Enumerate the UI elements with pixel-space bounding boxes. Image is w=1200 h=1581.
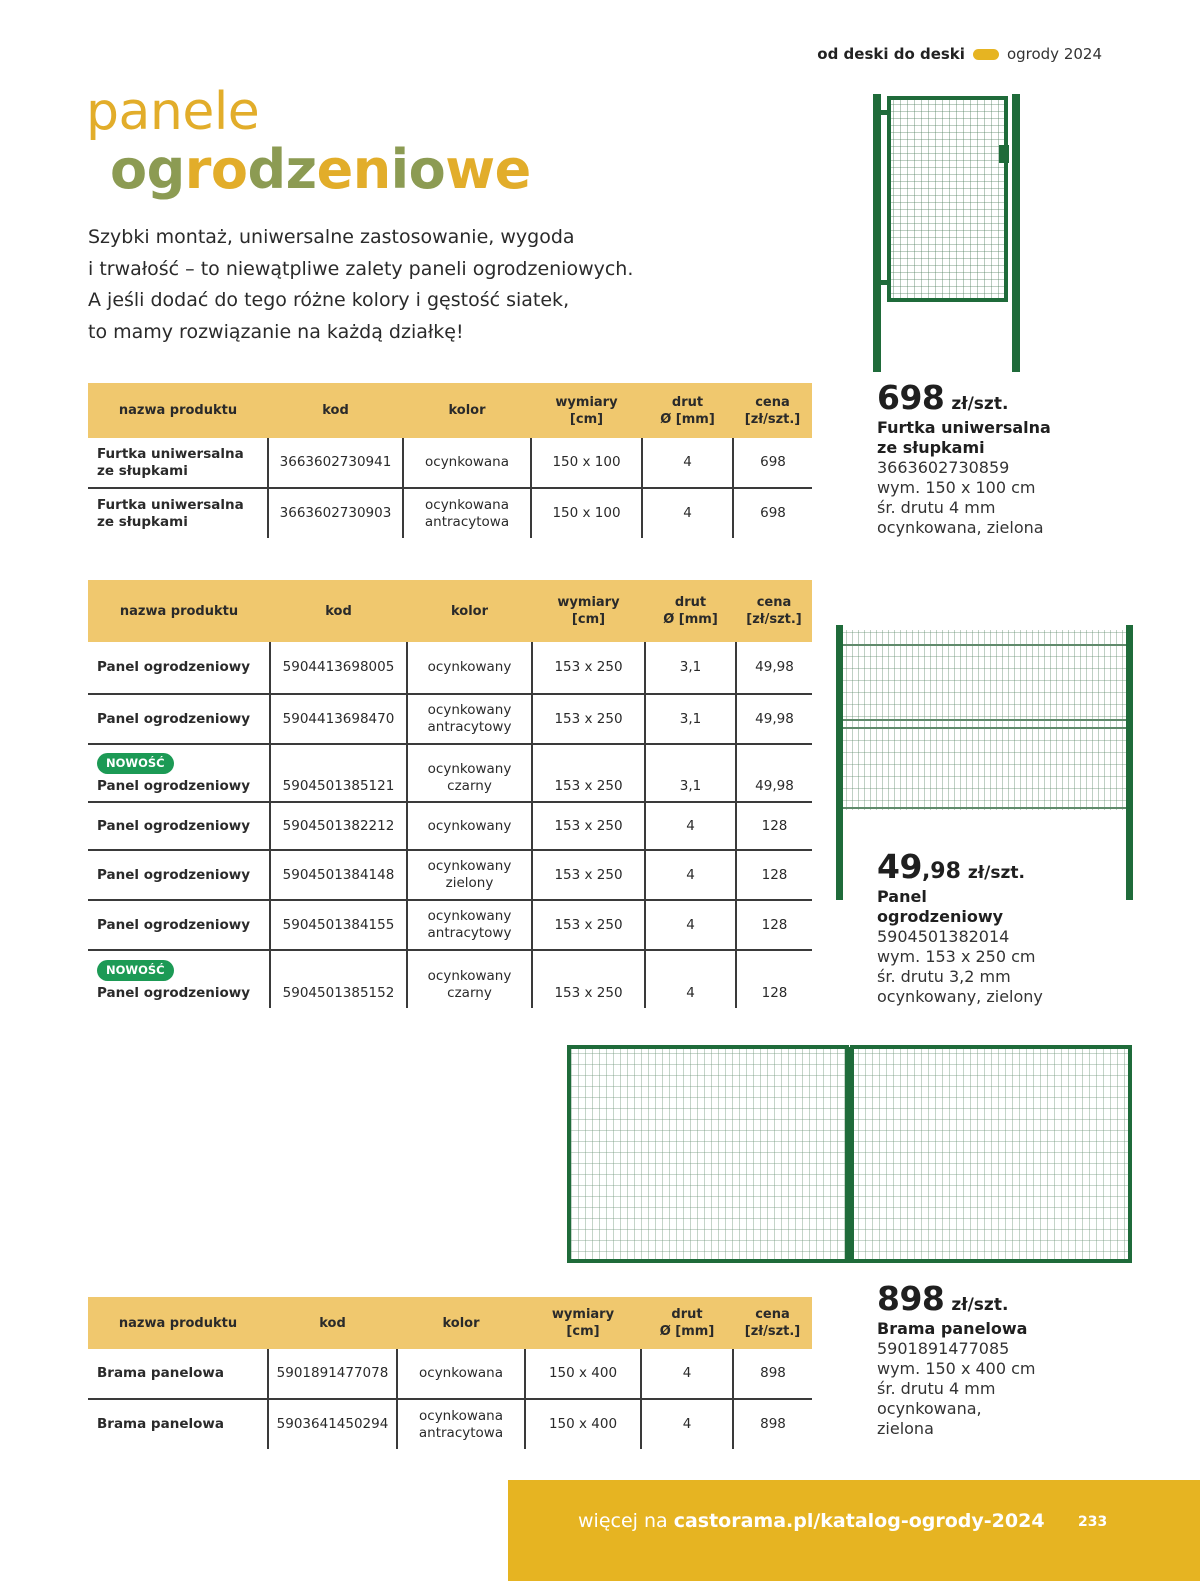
cell-dims: 153 x 250 [532, 642, 645, 694]
footer-bar [508, 1480, 1200, 1581]
header-price: cena [zł/szt.] [733, 1297, 812, 1349]
cell-name: Brama panelowa [97, 1416, 224, 1432]
cell-price: 698 [733, 438, 812, 488]
title-part: we [445, 138, 531, 201]
cell-dims: 153 x 250 [532, 694, 645, 744]
brand-label: od deski do deski [817, 45, 965, 63]
product-name: ogrodzeniowy [877, 907, 1004, 926]
header-color: kolor [407, 580, 532, 642]
header-dims: wymiary [cm] [531, 383, 642, 438]
cell-dims: 153 x 250 [532, 850, 645, 900]
price-unit: zł/szt. [951, 394, 1009, 414]
cell-price: 698 [733, 488, 812, 538]
product-detail: śr. drutu 4 mm [877, 498, 996, 517]
title-part: io [390, 138, 446, 201]
cell-code: 5903641450294 [268, 1399, 397, 1449]
table-row [88, 694, 812, 744]
cell-dims: 150 x 100 [531, 488, 642, 538]
header-name: nazwa produktu [88, 383, 268, 438]
table-row [88, 850, 812, 900]
price-unit: zł/szt. [967, 863, 1025, 883]
cell-name: NOWOŚĆ Panel ogrodzeniowy [88, 950, 270, 1008]
cell-wire: 4 [645, 900, 736, 950]
cell-code: 3663602730941 [268, 438, 403, 488]
season-label: ogrody 2024 [1006, 45, 1102, 63]
cell-code: 5904413698005 [270, 642, 407, 694]
page-header [817, 45, 1102, 63]
cell-code: 5904501384155 [270, 900, 407, 950]
price-tag [877, 847, 1043, 886]
cell-wire: 4 [645, 850, 736, 900]
cell-name: Brama panelowa [88, 1349, 268, 1399]
cell-wire: 4 [642, 488, 733, 538]
pill-icon [973, 49, 999, 60]
product-detail: śr. drutu 3,2 mm [877, 967, 1011, 986]
cell-wire: 4 [641, 1399, 733, 1449]
header-price: cena [zł/szt.] [736, 580, 812, 642]
cell-code: 5904501384148 [270, 850, 407, 900]
double-gate-image [557, 1042, 1142, 1268]
new-badge: NOWOŚĆ [97, 960, 174, 981]
cell-dims: 150 x 400 [525, 1349, 641, 1399]
product-name: ze słupkami [877, 438, 985, 457]
cell-color: ocynkowany antracytowy [407, 900, 532, 950]
price-integer: 698 [877, 378, 945, 417]
header-dims: wymiary [cm] [532, 580, 645, 642]
table-row [88, 900, 812, 950]
product-detail: ocynkowany, zielony [877, 987, 1043, 1006]
footer-more [578, 1510, 1045, 1532]
cell-color: ocynkowana antracytowa [397, 1399, 525, 1449]
cell-code: 5901891477078 [268, 1349, 397, 1399]
table-brama [88, 1297, 812, 1449]
intro-paragraph [88, 222, 648, 348]
cell-name: Panel ogrodzeniowy [88, 802, 270, 850]
price-integer: 898 [877, 1279, 945, 1318]
cell-price: 898 [733, 1349, 812, 1399]
product-detail: ocynkowana, [877, 1399, 982, 1418]
header-color: kolor [397, 1297, 525, 1349]
intro-line: Szybki montaż, uniwersalne zastosowanie, wygoda [88, 226, 575, 248]
catalog-link[interactable]: castorama.pl/katalog-ogrody-2024 [673, 1510, 1045, 1532]
cell-price: 128 [736, 950, 812, 1008]
cell-name: Panel ogrodzeniowy [88, 694, 270, 744]
page-number: 233 [1078, 1514, 1108, 1530]
product-code: 3663602730859 [877, 458, 1010, 477]
cell-price: 128 [736, 802, 812, 850]
cell-dims: 153 x 250 [532, 802, 645, 850]
table-header-row [88, 580, 812, 642]
cell-dims: 153 x 250 [532, 900, 645, 950]
cell-wire: 3,1 [645, 744, 736, 802]
cell-name: Furtka uniwersalna ze słupkami [97, 496, 244, 530]
table-row [88, 744, 812, 802]
header-dims: wymiary [cm] [525, 1297, 641, 1349]
header-name: nazwa produktu [88, 580, 270, 642]
cell-name: Panel ogrodzeniowy [88, 900, 270, 950]
cell-name: Panel ogrodzeniowy [88, 850, 270, 900]
product-name: Furtka uniwersalna [877, 418, 1051, 437]
table-panels [88, 580, 812, 1008]
cell-color: ocynkowany czarny [407, 744, 532, 802]
header-code: kod [268, 383, 403, 438]
cell-color: ocynkowana [397, 1349, 525, 1399]
cell-code: 5904501382212 [270, 802, 407, 850]
cell-wire: 4 [645, 950, 736, 1008]
new-badge: NOWOŚĆ [97, 753, 174, 774]
table-gates [88, 383, 812, 538]
table-row [88, 802, 812, 850]
product-code: 5904501382014 [877, 927, 1010, 946]
cell-code: 3663602730903 [268, 488, 403, 538]
header-wire: drut Ø [mm] [642, 383, 733, 438]
cell-wire: 3,1 [645, 642, 736, 694]
cell-dims: 150 x 100 [531, 438, 642, 488]
title-part: dz [247, 138, 317, 201]
table-row [88, 1349, 812, 1399]
cell-price: 128 [736, 850, 812, 900]
header-color: kolor [403, 383, 531, 438]
header-code: kod [268, 1297, 397, 1349]
table-row [88, 438, 812, 488]
cell-dims: 150 x 400 [525, 1399, 641, 1449]
title-part: og [110, 138, 185, 201]
product-detail: wym. 153 x 250 cm [877, 947, 1036, 966]
cell-price: 49,98 [736, 694, 812, 744]
cell-price: 898 [733, 1399, 812, 1449]
header-name: nazwa produktu [88, 1297, 268, 1349]
cell-code: 5904413698470 [270, 694, 407, 744]
intro-line: i trwałość – to niewątpliwe zalety paneli ogrodzeniowych. [88, 257, 634, 280]
page-title-line2 [110, 138, 531, 201]
cell-wire: 4 [641, 1349, 733, 1399]
table-header-row [88, 1297, 812, 1349]
table-header-row [88, 383, 812, 438]
table-row [88, 642, 812, 694]
header-wire: drut Ø [mm] [641, 1297, 733, 1349]
cell-price: 128 [736, 900, 812, 950]
cell-name: Panel ogrodzeniowy [88, 642, 270, 694]
cell-code: 5904501385121 [270, 744, 407, 802]
product-detail: wym. 150 x 400 cm [877, 1359, 1036, 1378]
cell-color: ocynkowany antracytowy [407, 694, 532, 744]
intro-line: to mamy rozwiązanie na każdą działkę! [88, 320, 464, 343]
product-info-gate [877, 378, 1051, 538]
cell-color: ocynkowana antracytowa [403, 488, 531, 538]
product-detail: ocynkowana, zielona [877, 518, 1044, 537]
cell-wire: 3,1 [645, 694, 736, 744]
product-detail: zielona [877, 1419, 934, 1438]
cell-color: ocynkowany [407, 642, 532, 694]
cell-color: ocynkowany [407, 802, 532, 850]
title-part: ro [184, 138, 248, 201]
cell-price: 49,98 [736, 642, 812, 694]
price-tag [877, 378, 1051, 417]
intro-line: A jeśli dodać do tego różne kolory i gęstość siatek, [88, 289, 570, 311]
cell-wire: 4 [642, 438, 733, 488]
product-name: Panel [877, 887, 927, 906]
cell-price: 49,98 [736, 744, 812, 802]
cell-wire: 4 [645, 802, 736, 850]
price-unit: zł/szt. [951, 1295, 1009, 1315]
header-price: cena [zł/szt.] [733, 383, 812, 438]
product-code: 5901891477085 [877, 1339, 1010, 1358]
price-integer: 49 [877, 847, 922, 886]
price-tag [877, 1279, 1036, 1318]
table-row [88, 488, 812, 538]
product-name: Brama panelowa [877, 1319, 1028, 1338]
product-detail: wym. 150 x 100 cm [877, 478, 1036, 497]
gate-image [858, 90, 1034, 375]
product-detail: śr. drutu 4 mm [877, 1379, 996, 1398]
product-info-brama [877, 1279, 1036, 1439]
cell-color: ocynkowana [403, 438, 531, 488]
cell-color: ocynkowany zielony [407, 850, 532, 900]
product-info-panel [877, 847, 1043, 1007]
cell-color: ocynkowany czarny [407, 950, 532, 1008]
title-part: en [316, 138, 391, 201]
footer-prefix: więcej na [578, 1510, 674, 1532]
price-decimal: ,98 [921, 859, 961, 884]
cell-name: Furtka uniwersalna ze słupkami [88, 438, 268, 488]
table-row [88, 950, 812, 1008]
cell-dims: 153 x 250 [532, 950, 645, 1008]
header-code: kod [270, 580, 407, 642]
cell-dims: 153 x 250 [532, 744, 645, 802]
header-wire: drut Ø [mm] [645, 580, 736, 642]
table-row [88, 1399, 812, 1449]
cell-name: NOWOŚĆ Panel ogrodzeniowy [88, 744, 270, 802]
cell-code: 5904501385152 [270, 950, 407, 1008]
page-title-line1: panele [86, 82, 260, 142]
